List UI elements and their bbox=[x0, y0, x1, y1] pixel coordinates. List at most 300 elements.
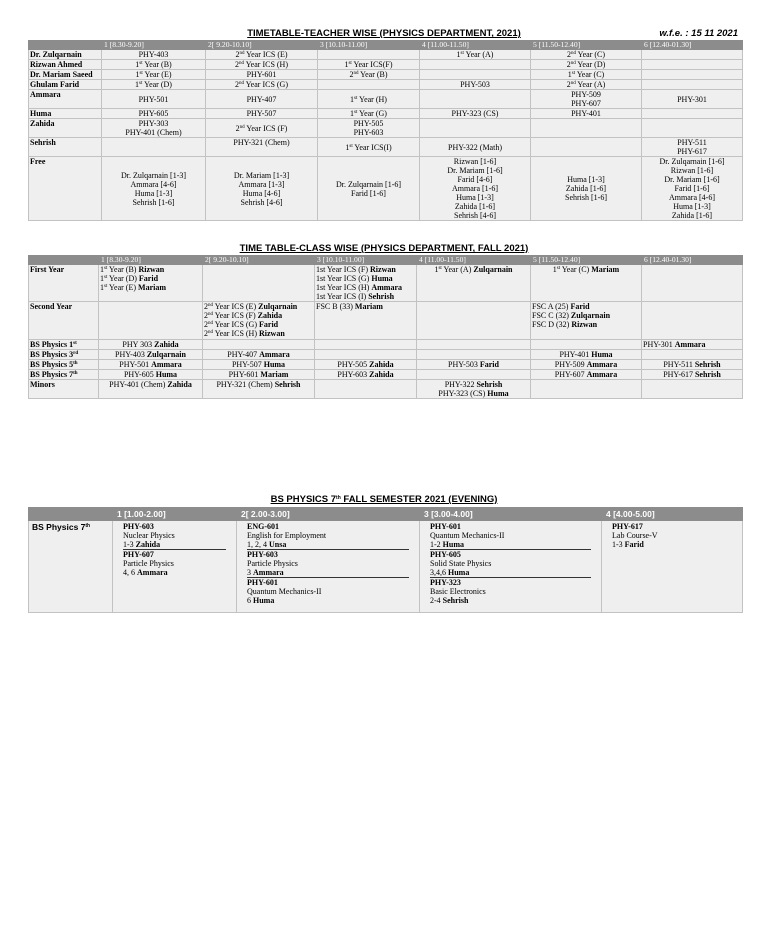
slot-cell bbox=[99, 302, 203, 340]
slot-cell: PHY-607 Ammara bbox=[531, 370, 642, 380]
class-text: Year ICS (G) bbox=[244, 80, 288, 89]
free-entry: Dr. Zulqarnain [1-6] bbox=[659, 157, 725, 166]
slot-cell bbox=[642, 138, 743, 157]
class-row bbox=[29, 360, 743, 370]
ordinal: st bbox=[354, 95, 358, 101]
class-text: Year ICS(F) bbox=[351, 60, 393, 69]
slot-cell bbox=[206, 50, 318, 60]
free-entry: Farid [1-6] bbox=[351, 188, 386, 198]
slot-cell: PHY-605 bbox=[102, 109, 206, 119]
period-header: 4 [11.00-11.50] bbox=[420, 41, 531, 50]
slot-cell: PHY-503 bbox=[420, 80, 531, 90]
free-slot bbox=[420, 157, 531, 221]
year-num: 1 bbox=[135, 80, 140, 89]
slot-cell bbox=[642, 80, 743, 90]
slot-cell bbox=[237, 521, 420, 613]
course-name: Quantum Mechanics-II bbox=[247, 587, 322, 596]
slot-cell bbox=[206, 60, 318, 70]
ordinal: nd bbox=[239, 51, 245, 56]
ordinal: nd bbox=[239, 81, 244, 86]
slot-entry: FSC D (32) Rizwan bbox=[532, 320, 598, 329]
header-row bbox=[29, 41, 743, 50]
class-text: Year (D) bbox=[142, 80, 172, 89]
evening-row bbox=[29, 521, 743, 613]
period-header: 5 [11.50-12.40] bbox=[531, 41, 642, 50]
slot-cell bbox=[318, 119, 420, 138]
slot-cell bbox=[642, 380, 743, 399]
slot-cell bbox=[417, 370, 531, 380]
class-name: First Year bbox=[29, 265, 99, 302]
year-num: 1 bbox=[567, 70, 572, 79]
slot-cell bbox=[642, 60, 743, 70]
free-entry: Sehrish [1-6] bbox=[132, 197, 175, 207]
evening-table bbox=[28, 507, 743, 613]
free-entry: Huma [1-3] bbox=[673, 202, 711, 211]
year-num: 1 bbox=[135, 70, 140, 79]
class-text: Year (E) bbox=[142, 70, 172, 79]
class-name: BS Physics 5th bbox=[29, 360, 99, 370]
course-section: 1-2 Huma bbox=[430, 540, 465, 549]
slot-cell bbox=[206, 119, 318, 138]
slot-cell bbox=[531, 380, 642, 399]
free-entry: Zahida [1-6] bbox=[671, 211, 713, 220]
free-slot bbox=[642, 157, 743, 221]
teacher-name: Sehrish bbox=[29, 138, 102, 157]
slot-cell bbox=[318, 138, 420, 157]
teacher-name: Ghulam Farid bbox=[29, 80, 102, 90]
slot-cell bbox=[417, 380, 531, 399]
slot-cell: 1st Year (C) Mariam bbox=[531, 265, 642, 302]
free-slot bbox=[206, 157, 318, 221]
evening-table-title: BS PHYSICS 7th FALL SEMESTER 2021 (EVENING) bbox=[270, 494, 498, 505]
slot-cell bbox=[420, 90, 531, 109]
slot-cell: PHY-601 bbox=[206, 70, 318, 80]
teacher-row bbox=[29, 70, 743, 80]
teacher-name: Rizwan Ahmed bbox=[29, 60, 102, 70]
slot-cell: PHY-501 bbox=[102, 90, 206, 109]
slot-cell bbox=[420, 521, 602, 613]
course-name: Particle Physics bbox=[123, 559, 174, 568]
slot-entry: 1st Year ICS (G) Huma bbox=[316, 274, 393, 283]
course-code: PHY-601 bbox=[247, 578, 278, 587]
course-line: PHY-511 bbox=[677, 138, 707, 147]
free-entry: Ammara [1-3] bbox=[238, 179, 285, 189]
course-name: Nuclear Physics bbox=[123, 531, 175, 540]
class-text: Year ICS (H) bbox=[244, 60, 288, 69]
course-block bbox=[247, 577, 409, 605]
slot-cell bbox=[113, 521, 237, 613]
slot-entry: 1st Year ICS (F) Rizwan bbox=[316, 265, 396, 274]
slot-cell: PHY-617 Sehrish bbox=[642, 370, 743, 380]
slot-cell: PHY-322 (Math) bbox=[420, 138, 531, 157]
course-line: PHY-617 bbox=[677, 147, 707, 156]
free-entry: Huma [4-6] bbox=[242, 188, 281, 198]
class-name: Minors bbox=[29, 380, 99, 399]
class-name: Second Year bbox=[29, 302, 99, 340]
slot-cell bbox=[318, 90, 420, 109]
course-name: Basic Electronics bbox=[430, 587, 486, 596]
class-row bbox=[29, 350, 743, 360]
slot-cell bbox=[315, 265, 417, 302]
free-slot bbox=[318, 157, 420, 221]
class-row bbox=[29, 370, 743, 380]
slot-cell bbox=[203, 265, 315, 302]
ordinal: nd bbox=[570, 61, 576, 66]
slot-cell bbox=[531, 50, 642, 60]
slot-cell bbox=[531, 70, 642, 80]
slot-cell bbox=[315, 350, 417, 360]
period-header: 3 [10.10-11.00] bbox=[315, 256, 417, 265]
class-text: Year (H) bbox=[357, 94, 387, 104]
slot-cell bbox=[531, 302, 642, 340]
slot-cell: PHY-403 bbox=[102, 50, 206, 60]
ordinal: nd bbox=[353, 71, 359, 76]
slot-cell bbox=[102, 60, 206, 70]
free-entry: Huma [1-3] bbox=[567, 175, 605, 184]
slot-cell bbox=[417, 340, 531, 350]
slot-cell bbox=[642, 265, 743, 302]
slot-cell: PHY-407 Ammara bbox=[203, 350, 315, 360]
slot-cell: PHY 303 Zahida bbox=[99, 340, 203, 350]
ordinal: st bbox=[139, 71, 143, 76]
teacher-row bbox=[29, 50, 743, 60]
teacher-name: Dr. Zulqarnain bbox=[29, 50, 102, 60]
slot-cell bbox=[531, 90, 642, 109]
course-section: 6 Huma bbox=[247, 596, 275, 605]
year-num: 2 bbox=[566, 60, 571, 69]
course-name: Lab Course-V bbox=[612, 531, 658, 540]
course-code: ENG-601 bbox=[247, 522, 279, 531]
slot-entry: 1st Year ICS (I) Sehrish bbox=[316, 292, 395, 301]
teacher-name: Dr. Mariam Saeed bbox=[29, 70, 102, 80]
free-entry: Farid [1-6] bbox=[674, 184, 710, 193]
course-block bbox=[430, 577, 591, 605]
year-num: 2 bbox=[235, 123, 240, 133]
course-block bbox=[430, 522, 591, 549]
free-entry: Ammara [1-6] bbox=[452, 184, 498, 193]
slot-entry: FSC A (25) Farid bbox=[532, 302, 590, 311]
class-text: Year (D) bbox=[575, 60, 606, 69]
course-block bbox=[247, 549, 409, 577]
slot-entry: 1st Year (E) Mariam bbox=[100, 283, 167, 292]
ordinal: st bbox=[571, 71, 576, 76]
slot-cell: PHY-605 Huma bbox=[99, 370, 203, 380]
slot-entry: PHY-322 Sehrish bbox=[444, 380, 503, 389]
slot-cell: PHY-403 Zulqarnain bbox=[99, 350, 203, 360]
period-header: 4 [11.00-11.50] bbox=[417, 256, 531, 265]
class-text: Year (C) bbox=[575, 70, 605, 79]
course-line: PHY-505 bbox=[353, 119, 384, 128]
free-entry: Dr. Mariam [1-6] bbox=[664, 175, 720, 184]
class-text: Year (A) bbox=[463, 50, 494, 59]
free-entry: Ammara [4-6] bbox=[130, 179, 177, 189]
period-header: 1 [8.30-9.20] bbox=[102, 41, 206, 50]
course-line: PHY-401 (Chem) bbox=[125, 128, 182, 137]
free-entry: Sehrish [4-6] bbox=[240, 197, 283, 207]
slot-cell bbox=[203, 302, 315, 340]
slot-cell bbox=[99, 265, 203, 302]
course-block bbox=[247, 522, 409, 549]
slot-cell: PHY-501 Ammara bbox=[99, 360, 203, 370]
course-block bbox=[123, 549, 226, 577]
course-code: PHY-605 bbox=[430, 550, 461, 559]
slot-entry: 2nd Year ICS (H) Rizwan bbox=[204, 329, 285, 338]
period-header: 3 [10.10-11.00] bbox=[318, 41, 420, 50]
teacher-table-title: TIMETABLE-TEACHER WISE (PHYSICS DEPARTMENT, 2021) bbox=[247, 28, 521, 39]
slot-cell: PHY-321 (Chem) Sehrish bbox=[203, 380, 315, 399]
free-row bbox=[29, 157, 743, 221]
free-slot bbox=[531, 157, 642, 221]
slot-cell bbox=[642, 350, 743, 360]
slot-cell: PHY-603 Zahida bbox=[315, 370, 417, 380]
period-header: 2[ 9.20-10.10] bbox=[203, 256, 315, 265]
free-entry: Huma [1-3] bbox=[134, 188, 173, 198]
teacher-name: Free bbox=[29, 157, 102, 221]
period-header: 5 [11.50-12.40] bbox=[531, 256, 642, 265]
period-header: 2[ 9.20-10.10] bbox=[206, 41, 318, 50]
slot-cell: 1st Year (A) Zulqarnain bbox=[417, 265, 531, 302]
ordinal: nd bbox=[239, 61, 244, 66]
ordinal: st bbox=[348, 61, 352, 66]
ordinal: st bbox=[139, 61, 143, 66]
course-name: Solid State Physics bbox=[430, 559, 492, 568]
slot-cell: PHY-509 Ammara bbox=[531, 360, 642, 370]
slot-cell bbox=[203, 340, 315, 350]
free-entry: Rizwan [1-6] bbox=[453, 157, 497, 166]
slot-cell: PHY-503 Farid bbox=[417, 360, 531, 370]
free-entry: Dr. Zulqarnain [1-3] bbox=[120, 170, 187, 180]
slot-cell bbox=[420, 50, 531, 60]
period-header: 6 [12.40-01.30] bbox=[642, 256, 743, 265]
slot-cell bbox=[417, 302, 531, 340]
teacher-row bbox=[29, 119, 743, 138]
slot-cell bbox=[315, 340, 417, 350]
slot-cell: PHY-401 bbox=[531, 109, 642, 119]
teacher-name: Huma bbox=[29, 109, 102, 119]
header-row bbox=[29, 256, 743, 265]
year-num: 1 bbox=[350, 109, 355, 118]
slot-entry: FSC C (32) Zulqarnain bbox=[532, 311, 611, 320]
course-block bbox=[123, 522, 226, 549]
free-entry: Zahida [1-6] bbox=[565, 184, 607, 193]
year-num: 1 bbox=[345, 142, 350, 152]
slot-entry: 2nd Year ICS (F) Zahida bbox=[204, 311, 283, 320]
ordinal: st bbox=[354, 110, 358, 115]
slot-cell bbox=[318, 50, 420, 60]
slot-cell: PHY-301 Ammara bbox=[642, 340, 743, 350]
slot-cell bbox=[531, 340, 642, 350]
class-wise-table bbox=[28, 255, 743, 399]
period-header: 2[ 2.00-3.00] bbox=[237, 508, 420, 521]
slot-cell: PHY-323 (CS) bbox=[420, 109, 531, 119]
course-name: Particle Physics bbox=[247, 559, 298, 568]
course-name: Quantum Mechanics-II bbox=[430, 531, 505, 540]
free-entry: Huma [1-3] bbox=[456, 193, 494, 202]
year-num: 1 bbox=[456, 50, 461, 59]
slot-entry: PHY-323 (CS) Huma bbox=[438, 389, 509, 398]
slot-cell bbox=[642, 302, 743, 340]
course-code: PHY-607 bbox=[123, 550, 154, 559]
slot-cell bbox=[318, 109, 420, 119]
slot-entry: 1st Year (D) Farid bbox=[100, 274, 159, 283]
course-line: PHY-509 bbox=[571, 90, 601, 99]
course-section: 2-4 Sehrish bbox=[430, 596, 469, 605]
slot-cell: PHY-407 bbox=[206, 90, 318, 109]
teacher-row bbox=[29, 138, 743, 157]
header-row bbox=[29, 508, 743, 521]
slot-cell bbox=[531, 138, 642, 157]
effective-date: w.f.e. : 15 11 2021 bbox=[659, 28, 738, 39]
year-num: 1 bbox=[350, 94, 355, 104]
class-name: BS Physics 7th bbox=[29, 521, 113, 613]
course-section: 1-3 Farid bbox=[612, 540, 644, 549]
teacher-row bbox=[29, 90, 743, 109]
slot-cell bbox=[206, 80, 318, 90]
slot-cell bbox=[102, 80, 206, 90]
slot-cell bbox=[102, 119, 206, 138]
class-row bbox=[29, 265, 743, 302]
slot-cell bbox=[642, 70, 743, 80]
year-num: 2 bbox=[235, 60, 239, 69]
slot-cell bbox=[102, 138, 206, 157]
teacher-row bbox=[29, 80, 743, 90]
course-code: PHY-323 bbox=[430, 578, 461, 587]
course-code: PHY-601 bbox=[430, 522, 461, 531]
slot-cell bbox=[318, 70, 420, 80]
class-text: Year (C) bbox=[575, 50, 606, 59]
teacher-wise-table bbox=[28, 40, 743, 221]
free-entry: Dr. Zulqarnain [1-6] bbox=[335, 179, 402, 189]
slot-cell bbox=[531, 60, 642, 70]
slot-cell: PHY-507 Huma bbox=[203, 360, 315, 370]
course-line: PHY-603 bbox=[353, 128, 384, 137]
corner-cell bbox=[29, 508, 113, 521]
course-code: PHY-617 bbox=[612, 522, 643, 531]
corner-cell bbox=[29, 256, 99, 265]
slot-cell bbox=[102, 70, 206, 80]
class-row bbox=[29, 340, 743, 350]
year-num: 2 bbox=[235, 80, 239, 89]
slot-cell: PHY-601 Mariam bbox=[203, 370, 315, 380]
free-entry: Sehrish [4-6] bbox=[454, 211, 496, 220]
slot-cell: PHY-301 bbox=[642, 90, 743, 109]
slot-cell: PHY-505 Zahida bbox=[315, 360, 417, 370]
class-text: Year (B) bbox=[358, 70, 388, 79]
slot-cell bbox=[315, 380, 417, 399]
slot-entry: 1st Year (B) Rizwan bbox=[100, 265, 165, 274]
slot-cell bbox=[318, 60, 420, 70]
class-text: Year ICS (E) bbox=[244, 50, 288, 59]
slot-cell bbox=[642, 50, 743, 60]
slot-cell bbox=[531, 119, 642, 138]
course-section: 1-3 Zahida bbox=[123, 540, 161, 549]
class-text: Year (A) bbox=[575, 80, 606, 89]
course-section: 1, 2, 4 Unsa bbox=[247, 540, 287, 549]
slot-cell: PHY-321 (Chem) bbox=[206, 138, 318, 157]
course-section: 4, 6 Ammara bbox=[123, 568, 168, 577]
slot-cell: PHY-507 bbox=[206, 109, 318, 119]
class-text: Year ICS (F) bbox=[244, 123, 288, 133]
period-header: 4 [4.00-5.00] bbox=[602, 508, 743, 521]
class-text: Year ICS(I) bbox=[352, 142, 392, 152]
free-entry: Rizwan [1-6] bbox=[670, 166, 714, 175]
slot-entry: 1st Year ICS (H) Ammara bbox=[316, 283, 402, 292]
course-block bbox=[612, 522, 732, 549]
class-name: BS Physics 1st bbox=[29, 340, 99, 350]
corner-cell bbox=[29, 41, 102, 50]
slot-cell: PHY-401 Huma bbox=[531, 350, 642, 360]
class-text: Year (B) bbox=[142, 60, 172, 69]
teacher-name: Zahida bbox=[29, 119, 102, 138]
class-row bbox=[29, 302, 743, 340]
free-entry: Ammara [4-6] bbox=[669, 193, 715, 202]
ordinal: nd bbox=[239, 124, 245, 130]
teacher-name: Ammara bbox=[29, 90, 102, 109]
year-num: 1 bbox=[135, 60, 140, 69]
slot-entry: 2nd Year ICS (E) Zulqarnain bbox=[204, 302, 298, 311]
ordinal: nd bbox=[570, 81, 576, 86]
class-text: Year (G) bbox=[357, 109, 387, 118]
course-code: PHY-603 bbox=[123, 522, 154, 531]
course-section: 3,4,6 Huma bbox=[430, 568, 470, 577]
free-entry: Sehrish [1-6] bbox=[565, 193, 607, 202]
class-name: BS Physics 3rd bbox=[29, 350, 99, 360]
class-name: BS Physics 7th bbox=[29, 370, 99, 380]
period-header: 3 [3.00-4.00] bbox=[420, 508, 602, 521]
free-entry: Dr. Mariam [1-3] bbox=[233, 170, 290, 180]
slot-cell bbox=[642, 119, 743, 138]
slot-cell bbox=[420, 70, 531, 80]
year-num: 2 bbox=[349, 70, 354, 79]
free-entry: Dr. Mariam [1-6] bbox=[447, 166, 503, 175]
course-block bbox=[430, 549, 591, 577]
period-header: 1 [8.30-9.20] bbox=[99, 256, 203, 265]
class-row bbox=[29, 380, 743, 399]
slot-cell bbox=[531, 80, 642, 90]
course-line: PHY-303 bbox=[138, 119, 169, 128]
slot-cell bbox=[602, 521, 743, 613]
slot-cell bbox=[417, 350, 531, 360]
teacher-row bbox=[29, 60, 743, 70]
year-num: 2 bbox=[566, 80, 571, 89]
course-line: PHY-607 bbox=[571, 99, 601, 108]
year-num: 2 bbox=[566, 50, 571, 59]
teacher-row bbox=[29, 109, 743, 119]
slot-cell: PHY-511 Sehrish bbox=[642, 360, 743, 370]
class-table-title: TIME TABLE-CLASS WISE (PHYSICS DEPARTMENT, FALL 2021) bbox=[239, 243, 529, 254]
slot-cell: FSC B (33) Mariam bbox=[315, 302, 417, 340]
free-entry: Farid [4-6] bbox=[457, 175, 493, 184]
year-num: 1 bbox=[344, 60, 349, 69]
course-section: 3 Ammara bbox=[247, 568, 284, 577]
slot-cell bbox=[420, 60, 531, 70]
ordinal: st bbox=[139, 81, 143, 86]
year-num: 2 bbox=[235, 50, 240, 59]
slot-entry: 2nd Year ICS (G) Farid bbox=[204, 320, 279, 329]
course-code: PHY-603 bbox=[247, 550, 278, 559]
free-entry: Zahida [1-6] bbox=[454, 202, 496, 211]
ordinal: st bbox=[460, 51, 464, 56]
ordinal: st bbox=[349, 143, 353, 149]
period-header: 1 [1.00-2.00] bbox=[113, 508, 237, 521]
period-header: 6 [12.40-01.30] bbox=[642, 41, 743, 50]
slot-cell bbox=[420, 119, 531, 138]
ordinal: nd bbox=[570, 51, 576, 56]
course-name: English for Employment bbox=[247, 531, 327, 540]
slot-cell bbox=[318, 80, 420, 90]
slot-cell bbox=[642, 109, 743, 119]
free-slot bbox=[102, 157, 206, 221]
